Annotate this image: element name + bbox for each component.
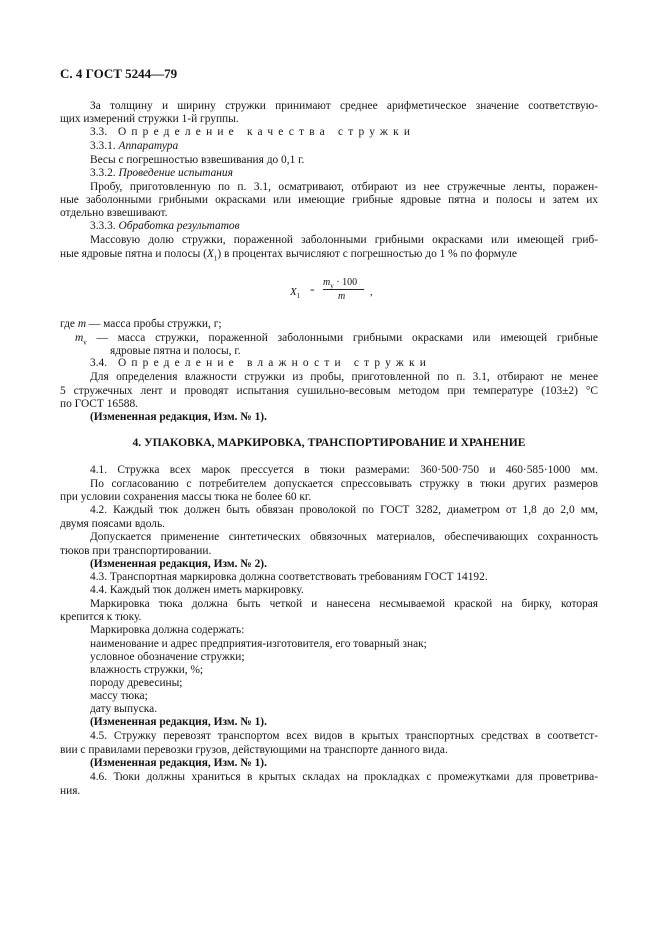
paragraph-line: Весы с погрешностью взвешивания до 0,1 г. [90,154,305,166]
paragraph-line: ния. [60,785,81,797]
text-span: ) в процентах вычисляют с погрешностью до 1 % по формуле [217,248,517,260]
paragraph-line: при условии сохранения массы тюка не более 60 кг. [60,491,312,503]
subclause-3-3-1 [90,140,598,153]
page-header: С. 4 ГОСТ 5244—79 [60,66,178,81]
paragraph-line: 4.4. Каждый тюк должен иметь маркировку. [90,584,304,596]
legend-line [60,318,598,331]
formula-equals: = [310,286,315,295]
variable: X [206,248,214,260]
formula-lhs [290,286,300,300]
subclause-title: Обработка результатов [118,220,240,232]
subclause-title: Проведение испытания [118,167,233,179]
legend-line [75,332,598,345]
section-title: 4. УПАКОВКА, МАРКИРОВКА, ТРАНСПОРТИРОВАНИЕ И ХРАНЕНИЕ [132,436,526,449]
amendment-note: (Измененная редакция, Изм. № 1). [90,757,267,769]
text-span: ные ядровые пятна и полосы ( [60,248,207,260]
clause-number: 3.4. [90,357,108,369]
subclause-title: Аппаратура [118,140,179,152]
clause-number: 3.3. [90,126,108,138]
paragraph-line: 4.2. Каждый тюк должен быть обвязан проволокой по ГОСТ 3282, диаметром от 1,8 до 2,0 мм, [90,504,598,516]
list-item: наименование и адрес предприятия-изготовителя, его товарный знак; [90,638,427,650]
text-span: где [60,318,78,330]
text-span: · 100 [333,277,358,288]
paragraph-line: тюков при транспортировании. [60,545,212,557]
fraction-bar [323,289,364,290]
list-item: дату выпуска. [90,703,158,715]
paragraph-line: 4.1. Стружка всех марок прессуется в тюки размерами: 360·500·750 и 460·585·1000 мм. [90,464,598,476]
paragraph-line: Пробу, приготовленную по п. 3.1, осматривают, отбирают из нее стружечные ленты, поражен- [90,181,598,193]
formula [290,277,390,307]
list-item: породу древесины; [90,677,183,689]
paragraph-line: 4.3. Транспортная маркировка должна соответствовать требованиям ГОСТ 14192. [90,571,488,583]
paragraph-line: по ГОСТ 16588. [60,398,139,410]
subscript: у [83,338,87,345]
list-item: массу тюка; [90,690,148,702]
paragraph-line: вии с правилами перевозки грузов, действующими на транспорте данного вида. [60,744,448,756]
subscript: 1 [296,292,301,301]
clause-number: 3.3.2. [90,167,116,179]
variable: m [323,277,331,288]
variable: m [75,332,84,344]
paragraph-line: крепится к тюку. [60,611,142,623]
subscript: 1 [213,254,218,263]
clause-heading-3-3 [90,126,598,139]
subclause-3-3-2 [90,167,598,180]
formula-denominator: m [338,291,346,302]
paragraph-line [60,248,598,265]
clause-title: Определение влажности стружки [117,357,432,369]
paragraph-line: По согласованию с потребителем допускается спрессовывать стружку в тюки других размеров [90,478,598,490]
text-span: — масса пробы стружки, г; [86,318,222,330]
amendment-note: (Измененная редакция, Изм. № 1). [90,411,267,423]
paragraph-line: ные заболонными грибными окрасками или имеющие грибные ядровые пятна и полосы и затем их [60,194,598,206]
paragraph-line: Маркировка тюка должна быть четкой и нанесена несмываемой краской на бирку, которая [90,598,598,610]
paragraph-line: 5 стружечных лент и проводят испытания сушильно-весовым методом при температуре (103±2) °С [60,385,598,397]
formula-comma: , [370,286,373,298]
paragraph-line: 4.5. Стружку перевозят транспортом всех видов в крытых транспортных средствах в соответст- [90,730,598,742]
variable: m [77,318,87,330]
amendment-note: (Измененная редакция, Изм. № 2). [90,558,267,570]
paragraph-line: Для определения влажности стружки из пробы, приготовленной по п. 3.1, отбирают не менее [90,371,598,383]
paragraph-line: отдельно взвешивают. [60,207,168,219]
clause-heading-3-4 [90,357,598,370]
legend-line: ядровые пятна и полосы, г. [110,345,241,357]
subclause-3-3-3 [90,220,598,233]
paragraph-line: щих измерений стружки 1-й группы. [60,113,239,125]
list-item: условное обозначение стружки; [90,651,245,663]
subscript: у [330,282,334,290]
clause-number: 3.3.3. [90,220,116,232]
paragraph-line: Маркировка должна содержать: [90,624,245,636]
paragraph-line: 4.6. Тюки должны храниться в крытых складах на прокладках с промежутками для проветрива- [90,771,598,783]
paragraph-line: двумя поясами вдоль. [60,518,166,530]
clause-title: Определение качества стружки [117,126,416,138]
variable: X [290,286,297,298]
paragraph-line: Массовую долю стружки, пораженной заболонными грибными окрасками или имеющей гриб- [90,234,598,246]
list-item: влажность стружки, %; [90,664,204,676]
paragraph-line: Допускается применение синтетических обвязочных материалов, обеспечивающих сохранность [90,531,598,543]
clause-number: 3.3.1. [90,140,116,152]
text-span: — масса стружки, пораженной заболонными грибными окрасками или имеющей грибные [86,332,598,344]
amendment-note: (Измененная редакция, Изм. № 1). [90,716,267,728]
paragraph-line: За толщину и ширину стружки принимают среднее арифметическое значение соответствую- [90,100,598,112]
